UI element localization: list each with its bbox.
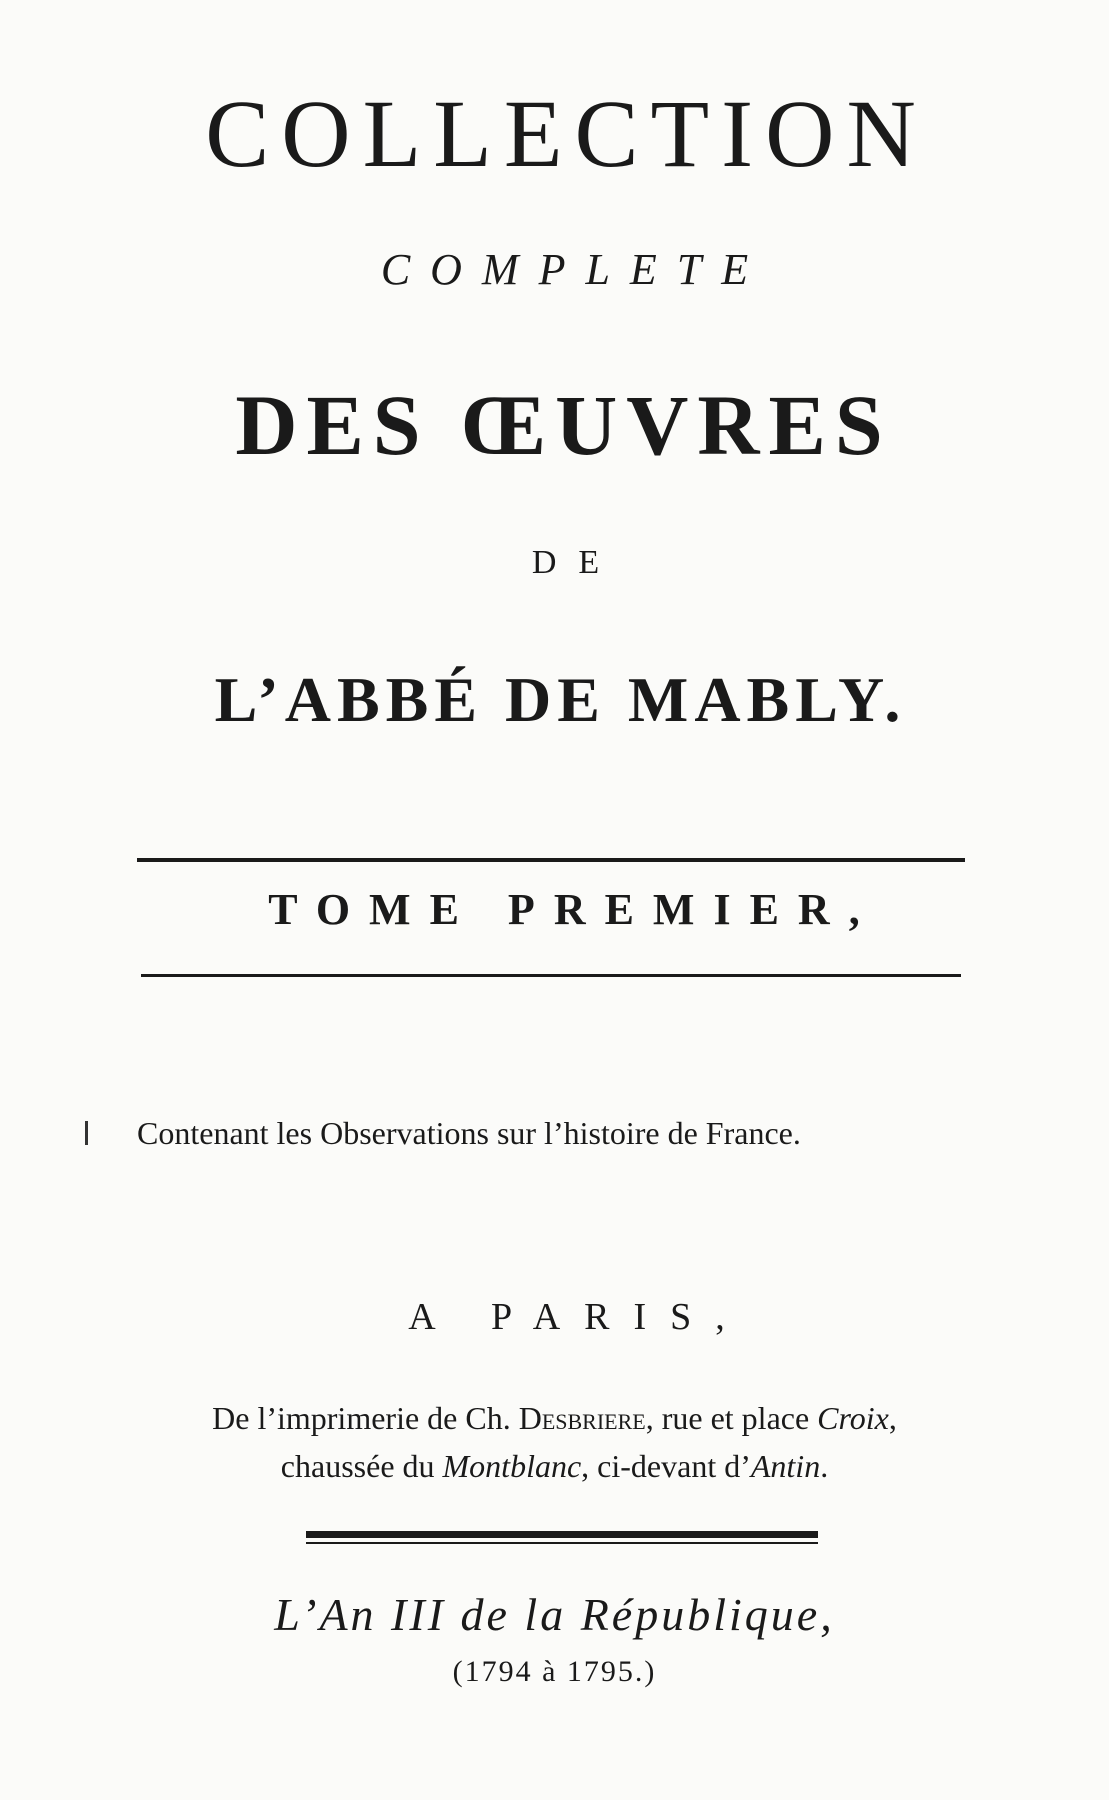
title-collection: COLLECTION	[205, 80, 928, 187]
title-complete: COMPLETE	[380, 245, 769, 294]
title-des-oeuvres: DES ŒUVRES	[235, 377, 892, 473]
imprint-line-2-prefix: chaussée du	[280, 1448, 435, 1484]
republican-date: L’An III de la République,	[274, 1589, 835, 1640]
top-rule	[137, 858, 965, 862]
author-name: L’ABBÉ DE MABLY.	[214, 664, 907, 735]
title-de: DE	[531, 544, 622, 581]
gregorian-years: (1794 à 1795.)	[452, 1655, 657, 1688]
double-rule-thick	[306, 1531, 818, 1538]
bottom-rule	[141, 974, 961, 977]
printer-name: Desbriere	[518, 1400, 646, 1436]
imprint-line-2-middle: , ci-devant d’	[581, 1448, 751, 1484]
imprint-prefix: De l’imprimerie de Ch.	[212, 1400, 511, 1436]
imprint-middle: , rue et place	[645, 1400, 810, 1436]
ornamental-double-rule	[306, 1531, 818, 1545]
volume-label: TOME PREMIER,	[268, 885, 879, 934]
street-name: Montblanc	[442, 1448, 582, 1484]
place-name: Croix	[817, 1400, 889, 1436]
imprint-line-2	[0, 1450, 1109, 1482]
contents-note: Contenant les Observations sur l’histoire de France.	[137, 1115, 801, 1151]
city-line: A PARIS,	[408, 1296, 749, 1338]
margin-mark	[85, 1121, 88, 1145]
imprint-suffix: ,	[888, 1400, 897, 1436]
imprint-line-2-suffix: .	[820, 1448, 829, 1484]
former-name: Antin	[750, 1448, 821, 1484]
double-rule-thin	[306, 1542, 818, 1544]
imprint-line-1	[0, 1402, 1109, 1434]
